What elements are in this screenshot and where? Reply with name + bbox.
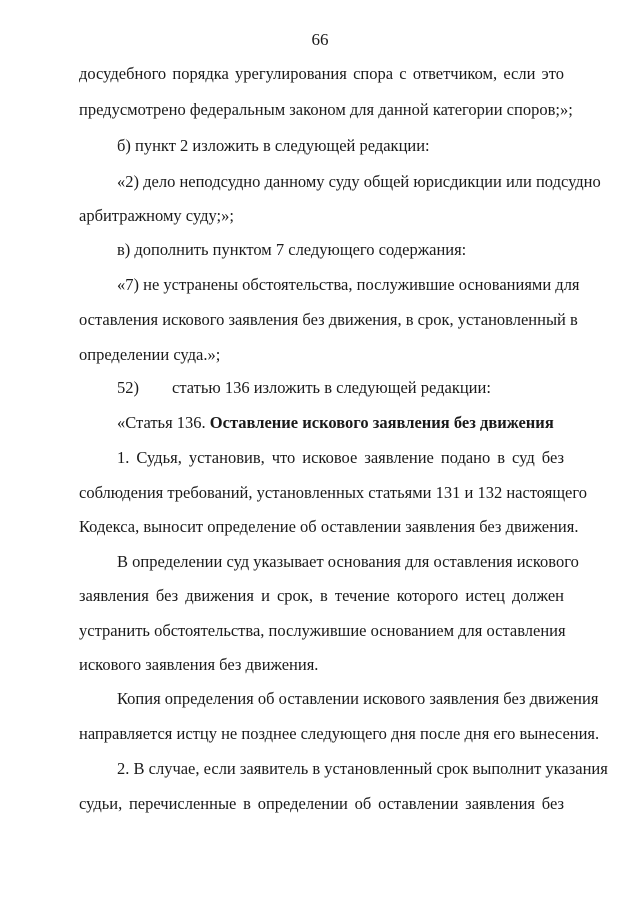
item-52-number: 52) [117, 378, 139, 397]
paragraph-line: 2. В случае, если заявитель в установленный срок выполнит указания [117, 759, 608, 778]
paragraph-line: б) пункт 2 изложить в следующей редакции: [117, 136, 430, 155]
paragraph-line: В определении суд указывает основания для оставления искового [117, 552, 579, 571]
paragraph-line: судьи, перечисленные в определении об оставлении заявления без [79, 794, 564, 813]
paragraph-line: Копия определения об оставлении искового заявления без движения [117, 689, 599, 708]
paragraph-line: определении суда.»; [79, 345, 221, 364]
article-title: Оставление искового заявления без движения [209, 413, 554, 432]
paragraph-line: устранить обстоятельства, послужившие основанием для оставления [79, 621, 566, 640]
paragraph-line: соблюдения требований, установленных статьями 131 и 132 настоящего [79, 483, 587, 502]
paragraph-line: в) дополнить пунктом 7 следующего содержания: [117, 240, 467, 259]
paragraph-line: «7) не устранены обстоятельства, послужившие основаниями для [117, 275, 580, 294]
paragraph-line: предусмотрено федеральным законом для данной категории споров;»; [79, 100, 573, 119]
paragraph-line: заявления без движения и срок, в течение которого истец должен [79, 586, 564, 605]
page-number: 66 [311, 30, 329, 49]
paragraph-line: «2) дело неподсудно данному суду общей юрисдикции или подсудно [117, 172, 601, 191]
paragraph-line: арбитражному суду;»; [79, 206, 234, 225]
paragraph-line: Кодекса, выносит определение об оставлении заявления без движения. [79, 517, 579, 536]
paragraph-line: искового заявления без движения. [79, 655, 319, 674]
paragraph-line: досудебного порядка урегулирования спора с ответчиком, если это [79, 64, 564, 83]
article-prefix: «Статья 136. [117, 413, 210, 432]
article-heading [117, 413, 564, 433]
item-52-text: статью 136 изложить в следующей редакции: [172, 378, 491, 397]
paragraph-line: 1. Судья, установив, что исковое заявление подано в суд без [117, 448, 564, 467]
paragraph-line: направляется истцу не позднее следующего дня после дня его вынесения. [79, 724, 600, 743]
paragraph-line: оставления искового заявления без движения, в срок, установленный в [79, 310, 578, 329]
